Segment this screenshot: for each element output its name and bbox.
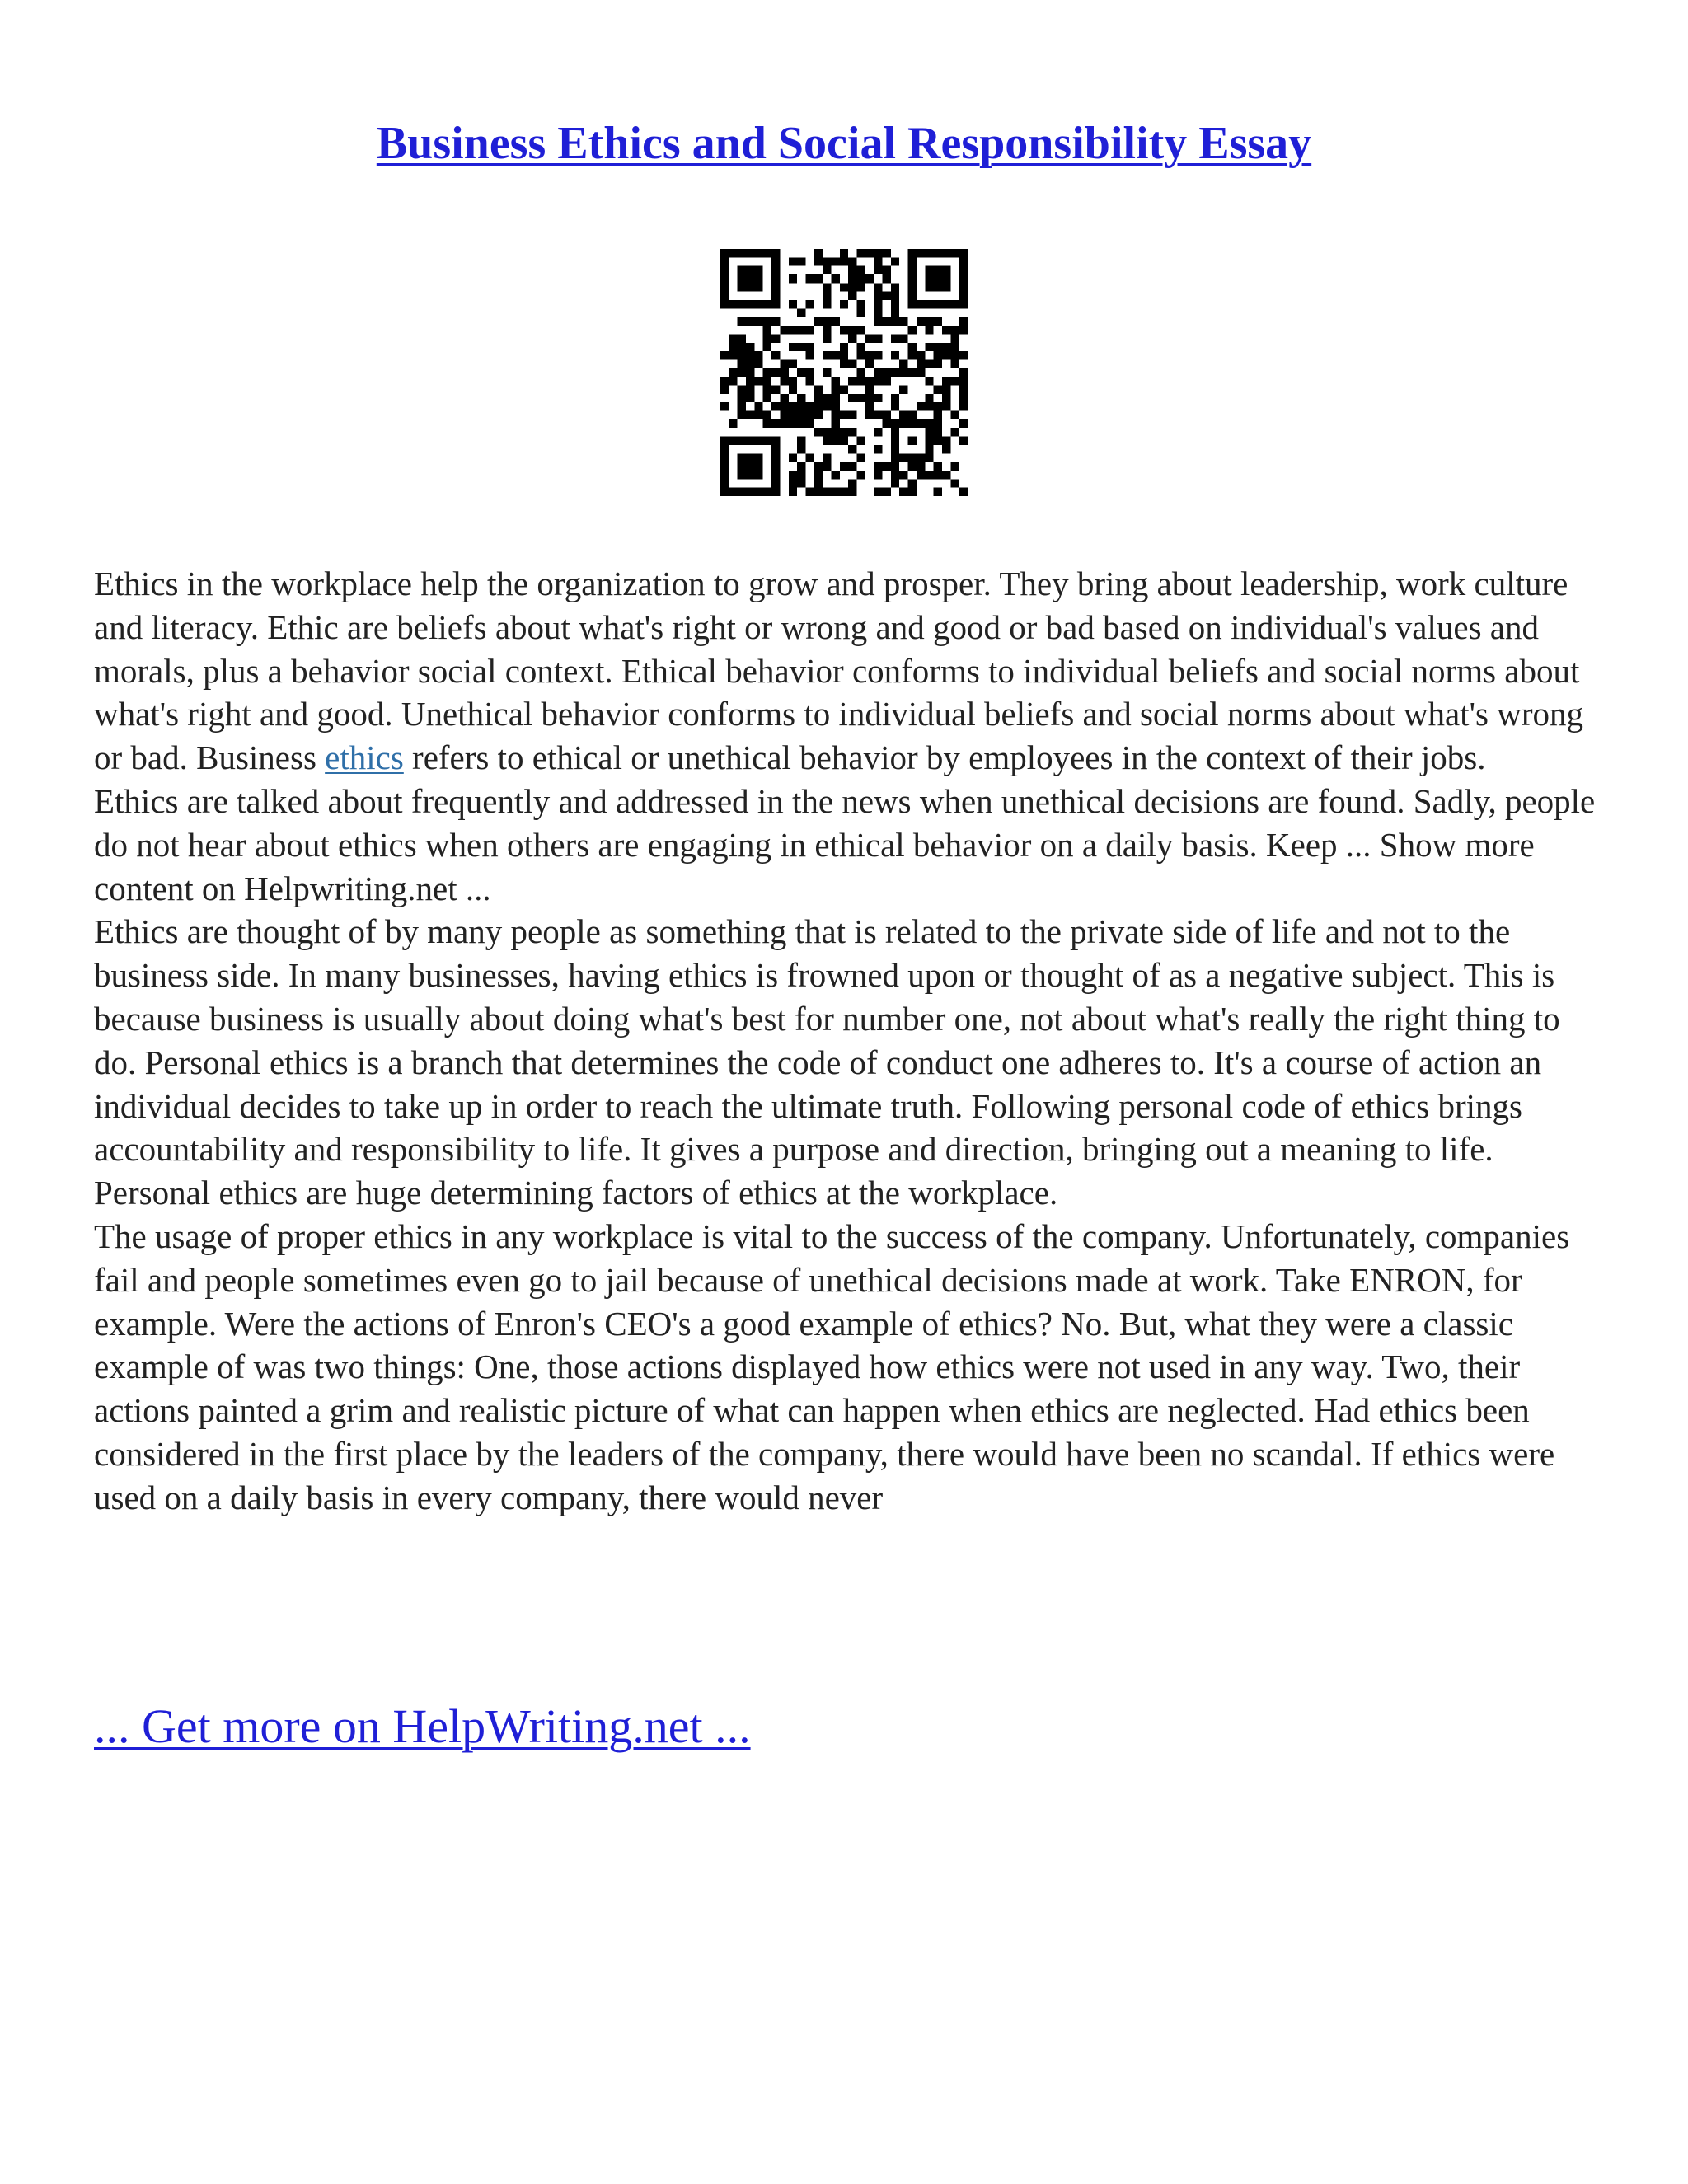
document-title-link[interactable]: Business Ethics and Social Responsibility Essay xyxy=(376,118,1312,169)
qr-code-icon xyxy=(720,249,968,496)
paragraph-1-text-b: refers to ethical or unethical behavior by employees in the context of their jobs. xyxy=(403,738,1486,777)
title-container xyxy=(0,115,1688,171)
essay-body xyxy=(94,562,1611,1520)
get-more-link[interactable]: ... Get more on HelpWriting.net ... xyxy=(94,1699,751,1753)
paragraph-4: The usage of proper ethics in any workplace is vital to the success of the company. Unfortunately, companies fail and people sometimes even go to jail because of unethical decisions made at work. Take ENRON, for example. Were the actions of Enron's CEO's a good example of ethics? No. But, what they were a classic example of was two things: One, those actions displayed how ethics were not used in any way. Two, their actions painted a grim and realistic picture of what can happen when ethics are neglected. Had ethics been considered in the first place by the leaders of the company, there would have been no scandal. If ethics were used on a daily basis in every company, there would never xyxy=(94,1216,1570,1516)
paragraph-3: Ethics are thought of by many people as something that is related to the private side of life and not to the business side. In many businesses, having ethics is frowned upon or thought of as a negative subject. This is because business is usually about doing what's best for number one, not about what's really the right thing to do. Personal ethics is a branch that determines the code of conduct one adheres to. It's a course of action an individual decides to take up in order to reach the ultimate truth. Following personal code of ethics brings accountability and responsibility to life. It gives a purpose and direction, bringing out a meaning to life. Personal ethics are huge determining factors of ethics at the workplace. xyxy=(94,912,1560,1212)
paragraph-1-text-a: Ethics in the workplace help the organization to grow and prosper. They bring about leadership, work culture and literacy. Ethic are beliefs about what's right or wrong and good or bad based on individual's values and morals, plus a behavior social context. Ethical behavior conforms to individual beliefs and social norms about what's right and good. Unethical behavior conforms to individual beliefs and social norms about what's wrong or bad. Business xyxy=(94,565,1584,777)
paragraph-2: Ethics are talked about frequently and addressed in the news when unethical decisions are found. Sadly, people do not hear about ethics when others are engaging in ethical behavior on a daily basis. Keep ... Show more content on Helpwriting.net ... xyxy=(94,781,1596,907)
paragraph-1 xyxy=(94,562,1611,780)
ethics-link[interactable]: ethics xyxy=(325,738,404,777)
